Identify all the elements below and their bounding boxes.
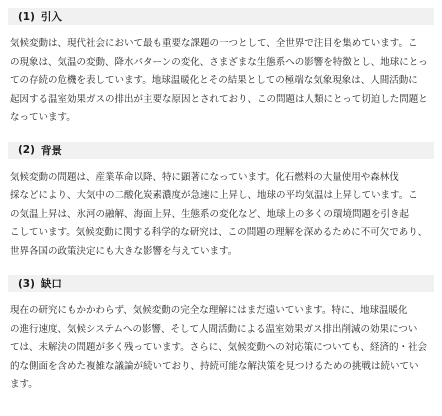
- section-heading-intro: [8, 8, 434, 25]
- paragraph-line: の現象は、気温の変動、降水パターンの変化、さまざまな生態系への影響を特徴とし、地球にとっ: [10, 56, 428, 68]
- paragraph-line: ます。: [10, 379, 38, 390]
- paragraph-line: 的な側面を含めた複雑な議論が続いており、持続可能な解決策を見つけるための挑戦は続いてい: [10, 360, 419, 372]
- paragraph-line: 起因する温室効果ガスの排出が主要な原因とされており、この問題は人類にとって切迫した問題と: [10, 93, 428, 105]
- paragraph-line: 採などにより、大気中の二酸化炭素濃度が急速に上昇し、地球の平均気温は上昇しています。こ: [10, 190, 418, 201]
- paragraph-line: の進行速度、気候システムへの影響、そして人間活動による温室効果ガス排出削減の効果につい: [10, 323, 418, 335]
- paragraph-line: なっています。: [10, 112, 76, 123]
- section-paragraph-gap: [8, 302, 434, 395]
- section-number: (1): [18, 10, 35, 23]
- section-number: (2): [18, 144, 35, 156]
- paragraph-line: 現在の研究にもかかわらず、気候変動の完全な理解にはまだ遠いています。特に、地球温暖化: [10, 305, 408, 316]
- paragraph-line: の気温上昇は、氷河の融解、海面上昇、生態系の変化など、地球上の多くの環境問題を引き起: [10, 208, 410, 220]
- paragraph-line: 気候変動は、現代社会において最も重要な課題の一つとして、全世界で注目を集めています。こ: [10, 38, 418, 49]
- section-title: 背景: [40, 144, 62, 157]
- section-heading-gap: [8, 275, 434, 292]
- paragraph-line: ての存続の危機を表しています。地球温暖化とその結果としての極端な気象現象は、人間活動に: [10, 75, 418, 86]
- paragraph-line: こしています。気候変動に関する科学的な研究は、この問題の理解を深めるために不可欠であり、: [10, 227, 428, 238]
- section-title: 引入: [40, 11, 62, 23]
- paragraph-line: ては、未解決の問題が多く残っています。さらに、気候変動への対応策についても、経済的・社会: [10, 342, 428, 353]
- section-title: 缺口: [40, 278, 62, 290]
- section-number: (3): [18, 277, 35, 290]
- paragraph-line: 世界各国の政策決定にも大きな影響を与えています。: [10, 245, 238, 257]
- section-paragraph-intro: [8, 35, 434, 128]
- section-heading-background: [8, 142, 434, 159]
- section-paragraph-background: [8, 169, 434, 262]
- paragraph-line: 気候変動の問題は、産業革命以降、特に顕著になっています。化石燃料の大量使用や森林伐: [10, 171, 399, 183]
